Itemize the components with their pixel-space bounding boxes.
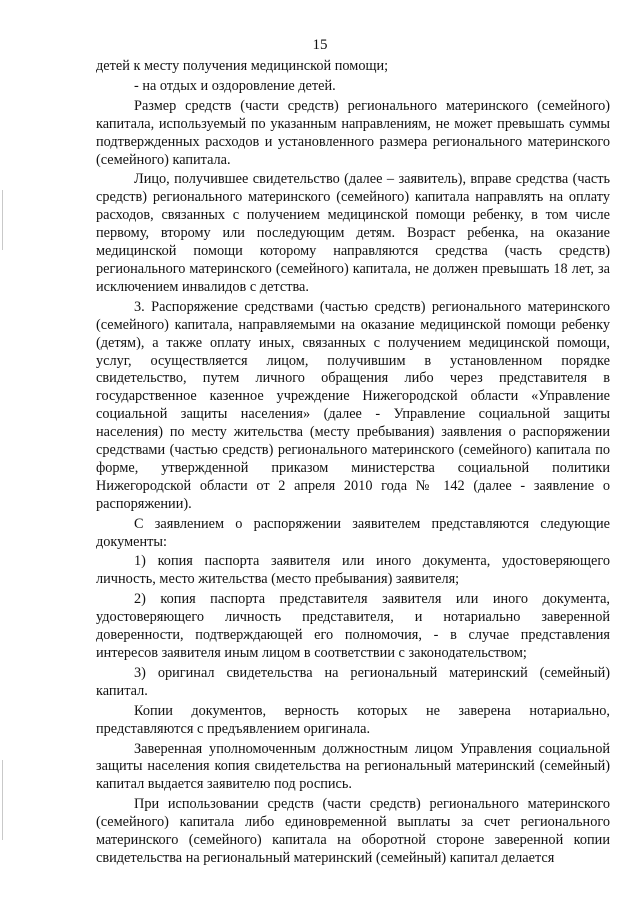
document-body bbox=[96, 58, 610, 870]
paragraph-5: 3. Распоряжение средствами (частью средств) регионального материнского (семейного) капитала, направляемыми на оказание медицинской помощи ребенку (детям), а также оплату иных, связанных с получением медицинской помощи, услуг, осуществляется лицом, получившим в установленном порядке свидетельство, путем личного обращения либо через представителя в государственное казенное учреждение Нижегородской области «Управление социальной защиты населения» (далее - Управление социальной защиты населения) по месту жительства (месту пребывания) заявления о распоряжении средствами (частью средств) регионального материнского (семейного) капитала по форме, утвержденной приказом министерства социальной политики Нижегородской области от 2 апреля 2010 года № 142 (далее - заявление о распоряжении). bbox=[96, 298, 610, 512]
paragraph-11: Заверенная уполномоченным должностным лицом Управления социальной защиты населения копия свидетельства на региональный материнский (семейный) капитал выдается заявителю под роспись. bbox=[96, 740, 610, 793]
paragraph-1: детей к месту получения медицинской помощи; bbox=[96, 58, 389, 74]
paragraph-12: При использовании средств (части средств) регионального материнского (семейного) капитала либо единовременной выплаты за счет регионального материнского (семейного) капитала на оборотной стороне заверенной копии свидетельства на региональный материнский (семейный) капитал делается bbox=[96, 796, 610, 866]
paragraph-8: 2) копия паспорта представителя заявителя или иного документа, удостоверяющего личность представителя, и нотариально заверенной доверенности, подтверждающей его полномочия, - в случае представления интересов заявителя иным лицом в соответствии с законодательством; bbox=[96, 591, 610, 661]
paragraph-3: Размер средств (части средств) регионального материнского (семейного) капитала, используемый по указанным направлениям, не может превышать суммы подтвержденных расходов и установленного размера регионального материнского (семейного) капитала. bbox=[96, 97, 610, 168]
paragraph-7: 1) копия паспорта заявителя или иного документа, удостоверяющего личность, место жительства (место пребывания) заявителя; bbox=[96, 553, 610, 588]
scan-edge-mark-top bbox=[2, 190, 3, 250]
paragraph-9: 3) оригинал свидетельства на региональный материнский (семейный) капитал. bbox=[96, 664, 610, 699]
paragraph-6: С заявлением о распоряжении заявителем представляются следующие документы: bbox=[96, 515, 610, 550]
paragraph-10: Копии документов, верность которых не заверена нотариально, представляются с предъявлением оригинала. bbox=[96, 702, 610, 737]
paragraph-2: - на отдых и оздоровление детей. bbox=[134, 77, 336, 94]
scan-edge-mark-bottom bbox=[2, 760, 3, 840]
paragraph-4: Лицо, получившее свидетельство (далее – заявитель), вправе средства (часть средств) регионального материнского (семейного) капитала направлять на оплату расходов, связанных с получением медицинской помощи ребенку, в том числе первому, второму или последующим детям. Возраст ребенка, на оказание медицинской помощи которому направляются средства (часть средств) регионального материнского (семейного) капитала, не должен превышать 18 лет, за исключением инвалидов с детства. bbox=[96, 171, 610, 295]
page-number: 15 bbox=[312, 37, 328, 53]
